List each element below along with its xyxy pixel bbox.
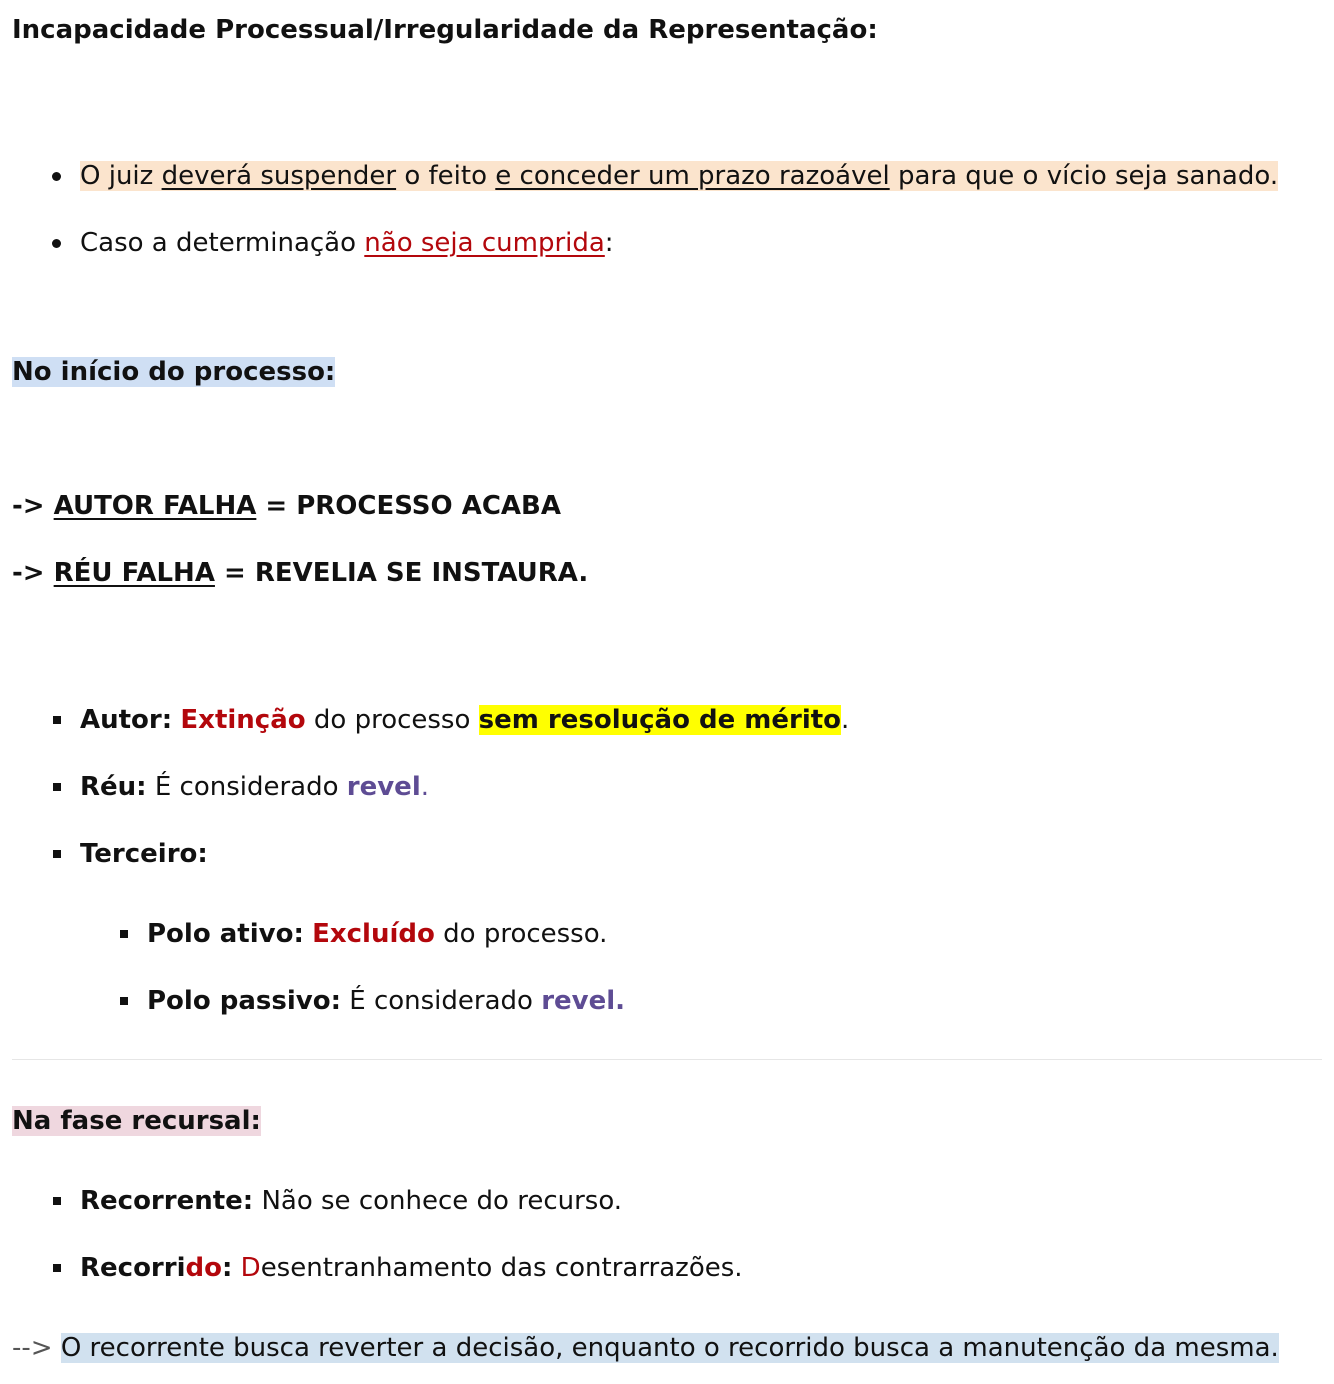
- text-run: .: [420, 772, 429, 802]
- blue-highlight: No início do processo:: [12, 357, 336, 387]
- text-run: É considerado: [146, 772, 347, 802]
- red-text: Extinção: [180, 705, 306, 735]
- divider: [12, 1059, 1322, 1060]
- text-run: :: [604, 228, 614, 258]
- purple-text: revel.: [541, 986, 626, 1016]
- item-recorrido: [80, 1249, 743, 1287]
- inicio-heading: [12, 353, 335, 391]
- item-label: Polo passivo:: [147, 986, 341, 1016]
- peach-highlight: [80, 161, 1278, 191]
- item-label: Autor:: [80, 705, 173, 735]
- item-autor: [80, 701, 849, 739]
- underlined-red-text: não seja cumprida: [364, 228, 605, 258]
- item-label: Polo ativo:: [147, 919, 304, 949]
- underlined-text: deverá suspender: [161, 161, 397, 191]
- red-text: do: [185, 1253, 222, 1283]
- pink-highlight: Na fase recursal:: [12, 1106, 261, 1136]
- bullet-dot: [52, 172, 61, 181]
- item-label: Réu:: [80, 772, 147, 802]
- item-polo-ativo: [147, 915, 607, 953]
- underlined-text: RÉU FALHA: [53, 558, 215, 588]
- bullet-square: [53, 1264, 61, 1272]
- bullet-square: [53, 1197, 61, 1205]
- bullet-square: [120, 930, 128, 938]
- item-recorrente: [80, 1182, 622, 1220]
- recursal-heading: [12, 1102, 261, 1140]
- bullet-square: [120, 997, 128, 1005]
- arrow-prefix: ->: [12, 558, 54, 588]
- text-run: para que o vício seja sanado.: [889, 161, 1279, 191]
- text-run: .: [841, 705, 850, 735]
- yellow-highlight: sem resolução de mérito: [478, 705, 842, 735]
- item-polo-passivo: [147, 982, 625, 1020]
- text-run: = REVELIA SE INSTAURA.: [214, 558, 589, 588]
- text-run: esentranhamento das contrarrazões.: [260, 1253, 743, 1283]
- lightblue-highlight: O recorrente busca reverter a decisão, enquanto o recorrido busca a manutenção da mesma.: [60, 1333, 1279, 1363]
- text-run: É considerado: [340, 986, 542, 1016]
- text-run: = PROCESSO ACABA: [256, 491, 561, 521]
- text-run: do processo: [305, 705, 479, 735]
- text-run: o feito: [396, 161, 496, 191]
- item-label: Recorri: [80, 1253, 186, 1283]
- bullet-determinacao: [80, 224, 614, 262]
- item-label: :: [221, 1253, 233, 1283]
- red-text: D: [240, 1253, 261, 1283]
- bullet-square: [53, 850, 61, 858]
- purple-text: revel: [346, 772, 421, 802]
- document-heading: Incapacidade Processual/Irregularidade da Representação:: [12, 15, 878, 45]
- underlined-text: AUTOR FALHA: [53, 491, 257, 521]
- bullet-suspender: [80, 157, 1278, 195]
- text-run: Não se conhece do recurso.: [253, 1186, 623, 1216]
- item-terceiro: Terceiro:: [80, 839, 208, 869]
- bullet-square: [53, 783, 61, 791]
- underlined-text: e conceder um prazo razoável: [495, 161, 890, 191]
- red-text: Excluído: [312, 919, 435, 949]
- item-reu: [80, 768, 429, 806]
- text-run: Caso a determinação: [80, 228, 365, 258]
- bullet-dot: [52, 239, 61, 248]
- footer-note: [12, 1329, 1279, 1367]
- arrow-prefix: -->: [12, 1333, 61, 1363]
- item-label: Recorrente:: [80, 1186, 254, 1216]
- text-run: [232, 1253, 240, 1283]
- text-run: do processo.: [434, 919, 608, 949]
- bullet-square: [53, 716, 61, 724]
- arrow-autor-falha: [12, 487, 561, 525]
- arrow-prefix: ->: [12, 491, 54, 521]
- text-run: O juiz: [80, 161, 162, 191]
- arrow-reu-falha: [12, 554, 588, 592]
